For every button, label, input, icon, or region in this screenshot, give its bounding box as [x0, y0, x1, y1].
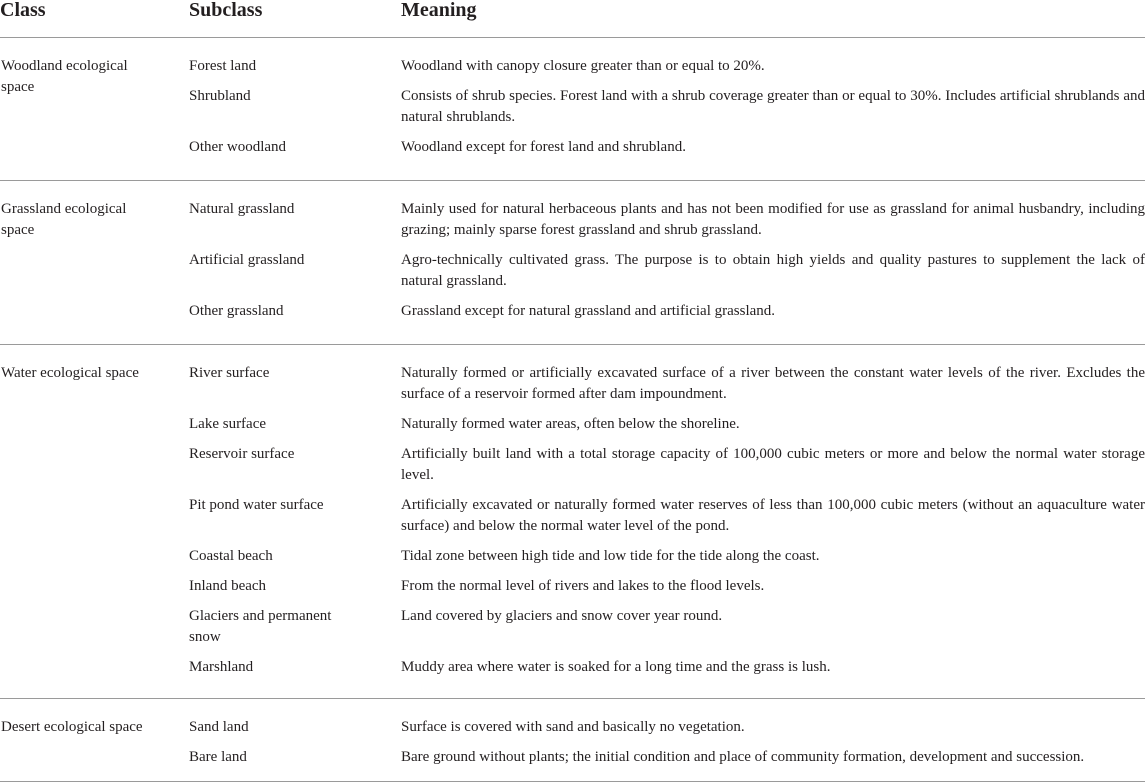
group-woodland [0, 38, 1145, 181]
class-desert: Desert ecological space [1, 719, 143, 735]
meaning-cell: Surface is covered with sand and basically no vegetation. [401, 719, 745, 735]
table-row [0, 717, 1145, 738]
meaning-cell: Land covered by glaciers and snow cover year round. [401, 608, 723, 624]
table-row [0, 576, 1145, 597]
subclass-cell: Inland beach [189, 578, 267, 594]
header-subclass: Subclass [189, 0, 263, 21]
subclass-cell: Coastal beach [189, 548, 273, 564]
group-desert [0, 699, 1145, 782]
meaning-cell: Consists of shrub species. Forest land with a shrub coverage greater than or equal to 30%. Includes artificial shrublands and natural shrublands. [401, 88, 1145, 125]
table-row [0, 86, 1145, 128]
meaning-cell: Tidal zone between high tide and low tide for the tide along the coast. [401, 548, 820, 564]
subclass-cell: Reservoir surface [189, 446, 295, 462]
table-row [0, 250, 1145, 292]
table-row [0, 301, 1145, 322]
subclass-cell: Marshland [189, 659, 254, 675]
meaning-cell: Woodland with canopy closure greater than or equal to 20%. [401, 58, 765, 74]
group-grassland [0, 181, 1145, 345]
meaning-cell: Bare ground without plants; the initial condition and place of community formation, development and succession. [401, 749, 1085, 765]
table-row [0, 444, 1145, 486]
meaning-cell: Mainly used for natural herbaceous plants and has not been modified for use as grassland for animal husbandry, including grazing; mainly sparse forest grassland and shrub grassland. [401, 201, 1145, 238]
table-row [0, 606, 1145, 648]
meaning-cell: Grassland except for natural grassland and artificial grassland. [401, 303, 776, 319]
subclass-cell: River surface [189, 365, 270, 381]
subclass-cell: Other grassland [189, 303, 284, 319]
table-row [0, 657, 1145, 678]
subclass-cell: Natural grassland [189, 201, 295, 217]
meaning-cell: From the normal level of rivers and lakes to the flood levels. [401, 578, 765, 594]
subclass-cell: Sand land [189, 719, 249, 735]
subclass-cell: Pit pond water surface [189, 497, 324, 513]
table-row [0, 495, 1145, 537]
class-grassland: Grassland ecological space [1, 201, 127, 238]
header-class: Class [0, 0, 46, 21]
meaning-cell: Naturally formed or artificially excavated surface of a river between the constant water levels of the river. Excludes the surface of a reservoir formed after dam impoundment. [401, 365, 1145, 402]
subclass-cell: Forest land [189, 58, 257, 74]
class-water: Water ecological space [1, 365, 139, 381]
subclass-cell: Lake surface [189, 416, 267, 432]
subclass-cell: Shrubland [189, 88, 251, 104]
header-meaning: Meaning [401, 0, 477, 21]
meaning-cell: Artificially excavated or naturally formed water reserves of less than 100,000 cubic meters (without an aquaculture water surface) and below the normal water level of the pond. [401, 497, 1145, 534]
class-woodland: Woodland ecological space [1, 58, 128, 95]
meaning-cell: Artificially built land with a total storage capacity of 100,000 cubic meters or more and below the normal water storage level. [401, 446, 1145, 483]
subclass-cell: Artificial grassland [189, 252, 305, 268]
table-row [0, 199, 1145, 241]
subclass-cell: Glaciers and permanent snow [189, 608, 332, 645]
subclass-cell: Bare land [189, 749, 247, 765]
subclass-cell: Other woodland [189, 139, 287, 155]
table-row [0, 414, 1145, 435]
table-row [0, 137, 1145, 158]
table-row [0, 363, 1145, 405]
meaning-cell: Muddy area where water is soaked for a long time and the grass is lush. [401, 659, 831, 675]
group-water [0, 345, 1145, 699]
table-header [0, 0, 1145, 38]
meaning-cell: Woodland except for forest land and shrubland. [401, 139, 686, 155]
table-row [0, 56, 1145, 77]
meaning-cell: Naturally formed water areas, often below the shoreline. [401, 416, 740, 432]
table-row [0, 546, 1145, 567]
meaning-cell: Agro-technically cultivated grass. The purpose is to obtain high yields and quality pastures to supplement the lack of natural grassland. [401, 252, 1145, 289]
table-row [0, 747, 1145, 768]
